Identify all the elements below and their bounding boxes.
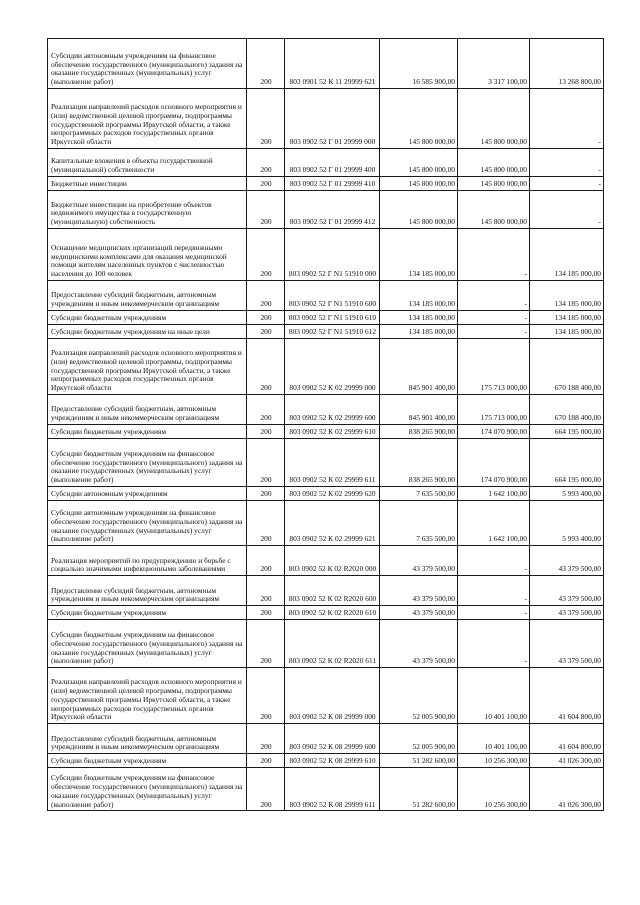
approved-amount-cell: 134 185 000,00 — [380, 229, 458, 281]
budget-classification-code-cell: 803 0902 52 Г 01 29999 400 — [285, 149, 380, 177]
row-name-cell: Реализация направлений расходов основного мероприятия и (или) ведомственной целевой программы, подпрограммы государственной программы Иркутской области, а также непрограммных расходов государственных органов Иркутской области — [48, 89, 247, 149]
executed-amount-cell: 10 401 100,00 — [458, 668, 530, 724]
row-name-cell: Предоставление субсидий бюджетным, автономным учреждениям и иным некоммерческим организациям — [48, 724, 247, 754]
line-code-cell: 200 — [247, 39, 285, 89]
approved-amount-cell: 145 800 000,00 — [380, 89, 458, 149]
executed-amount-cell: - — [458, 620, 530, 668]
executed-amount-cell: - — [458, 281, 530, 311]
row-name-cell: Субсидии бюджетным учреждениям — [48, 425, 247, 439]
budget-classification-code-cell: 803 0902 52 К 02 29999 620 — [285, 487, 380, 501]
unexecuted-amount-cell: - — [530, 191, 604, 229]
line-code-cell: 200 — [247, 425, 285, 439]
approved-amount-cell: 145 800 000,00 — [380, 177, 458, 191]
approved-amount-cell: 145 800 000,00 — [380, 191, 458, 229]
line-code-cell: 200 — [247, 768, 285, 811]
executed-amount-cell: 1 642 100,00 — [458, 501, 530, 546]
line-code-cell: 200 — [247, 325, 285, 339]
table-body — [48, 39, 604, 811]
line-code-cell: 200 — [247, 191, 285, 229]
approved-amount-cell: 134 185 000,00 — [380, 281, 458, 311]
approved-amount-cell: 845 901 400,00 — [380, 339, 458, 395]
budget-classification-code-cell: 803 0901 52 К 11 29999 621 — [285, 39, 380, 89]
executed-amount-cell: 174 070 900,00 — [458, 425, 530, 439]
unexecuted-amount-cell: - — [530, 89, 604, 149]
budget-classification-code-cell: 803 0902 52 К 02 29999 611 — [285, 439, 380, 487]
table-row — [48, 487, 604, 501]
budget-classification-code-cell: 803 0902 52 К 02 29999 000 — [285, 339, 380, 395]
table-row — [48, 768, 604, 811]
table-row — [48, 395, 604, 425]
budget-execution-table — [47, 38, 604, 811]
executed-amount-cell: 145 800 000,00 — [458, 191, 530, 229]
unexecuted-amount-cell: 134 185 000,00 — [530, 325, 604, 339]
row-name-cell: Предоставление субсидий бюджетным, автономным учреждениям и иным некоммерческим организациям — [48, 395, 247, 425]
row-name-cell: Субсидии бюджетным учреждениям на финансовое обеспечение государственного (муниципального) задания на оказание государственных (муниципальных) услуг (выполнение работ) — [48, 620, 247, 668]
row-name-cell: Субсидии бюджетным учреждениям — [48, 606, 247, 620]
unexecuted-amount-cell: 670 188 400,00 — [530, 339, 604, 395]
line-code-cell: 200 — [247, 501, 285, 546]
table-row — [48, 546, 604, 576]
unexecuted-amount-cell: 13 268 800,00 — [530, 39, 604, 89]
budget-classification-code-cell: 803 0902 52 К 08 29999 610 — [285, 754, 380, 768]
table-row — [48, 191, 604, 229]
approved-amount-cell: 134 185 000,00 — [380, 325, 458, 339]
table-row — [48, 149, 604, 177]
line-code-cell: 200 — [247, 311, 285, 325]
unexecuted-amount-cell: 43 379 500,00 — [530, 576, 604, 606]
unexecuted-amount-cell: 43 379 500,00 — [530, 606, 604, 620]
unexecuted-amount-cell: 41 604 800,00 — [530, 668, 604, 724]
approved-amount-cell: 43 379 500,00 — [380, 606, 458, 620]
unexecuted-amount-cell: 134 185 000,00 — [530, 281, 604, 311]
unexecuted-amount-cell: 41 026 300,00 — [530, 768, 604, 811]
unexecuted-amount-cell: 43 379 500,00 — [530, 620, 604, 668]
line-code-cell: 200 — [247, 724, 285, 754]
executed-amount-cell: 145 800 000,00 — [458, 89, 530, 149]
row-name-cell: Реализация направлений расходов основного мероприятия и (или) ведомственной целевой программы, подпрограммы государственной программы Иркутской области, а также непрограммных расходов государственных органов Иркутской области — [48, 339, 247, 395]
executed-amount-cell: - — [458, 325, 530, 339]
row-name-cell: Субсидии бюджетным учреждениям на иные цели — [48, 325, 247, 339]
executed-amount-cell: 145 800 000,00 — [458, 177, 530, 191]
row-name-cell: Капитальные вложения в объекты государственной (муниципальной) собственности — [48, 149, 247, 177]
executed-amount-cell: 3 317 100,00 — [458, 39, 530, 89]
budget-classification-code-cell: 803 0902 52 К 02 29999 600 — [285, 395, 380, 425]
budget-table-page — [47, 38, 603, 811]
executed-amount-cell: 175 713 000,00 — [458, 339, 530, 395]
table-row — [48, 311, 604, 325]
executed-amount-cell: - — [458, 546, 530, 576]
executed-amount-cell: 175 713 000,00 — [458, 395, 530, 425]
approved-amount-cell: 52 005 900,00 — [380, 668, 458, 724]
line-code-cell: 200 — [247, 576, 285, 606]
table-row — [48, 501, 604, 546]
line-code-cell: 200 — [247, 89, 285, 149]
table-row — [48, 576, 604, 606]
executed-amount-cell: - — [458, 576, 530, 606]
unexecuted-amount-cell: 664 195 000,00 — [530, 439, 604, 487]
table-row — [48, 724, 604, 754]
budget-classification-code-cell: 803 0902 52 К 08 29999 600 — [285, 724, 380, 754]
approved-amount-cell: 7 635 500,00 — [380, 487, 458, 501]
budget-classification-code-cell: 803 0902 52 К 02 R2020 611 — [285, 620, 380, 668]
line-code-cell: 200 — [247, 546, 285, 576]
row-name-cell: Субсидии автономным учреждениям — [48, 487, 247, 501]
table-row — [48, 281, 604, 311]
executed-amount-cell: - — [458, 606, 530, 620]
executed-amount-cell: 10 256 300,00 — [458, 754, 530, 768]
table-row — [48, 620, 604, 668]
line-code-cell: 200 — [247, 754, 285, 768]
line-code-cell: 200 — [247, 149, 285, 177]
row-name-cell: Реализация направлений расходов основного мероприятия и (или) ведомственной целевой программы, подпрограммы государственной программы Иркутской области, а также непрограммных расходов государственных органов Иркутской области — [48, 668, 247, 724]
budget-classification-code-cell: 803 0902 52 Г N1 51910 612 — [285, 325, 380, 339]
line-code-cell: 200 — [247, 339, 285, 395]
unexecuted-amount-cell: - — [530, 149, 604, 177]
unexecuted-amount-cell: 134 185 000,00 — [530, 229, 604, 281]
budget-classification-code-cell: 803 0902 52 Г 01 29999 412 — [285, 191, 380, 229]
table-row — [48, 425, 604, 439]
budget-classification-code-cell: 803 0902 52 К 02 R2020 000 — [285, 546, 380, 576]
unexecuted-amount-cell: 41 604 800,00 — [530, 724, 604, 754]
row-name-cell: Бюджетные инвестиции — [48, 177, 247, 191]
unexecuted-amount-cell: - — [530, 177, 604, 191]
row-name-cell: Субсидии бюджетным учреждениям на финансовое обеспечение государственного (муниципального) задания на оказание государственных (муниципальных) услуг (выполнение работ) — [48, 439, 247, 487]
budget-classification-code-cell: 803 0902 52 К 02 R2020 600 — [285, 576, 380, 606]
line-code-cell: 200 — [247, 620, 285, 668]
approved-amount-cell: 16 585 900,00 — [380, 39, 458, 89]
table-row — [48, 339, 604, 395]
approved-amount-cell: 52 005 900,00 — [380, 724, 458, 754]
line-code-cell: 200 — [247, 281, 285, 311]
line-code-cell: 200 — [247, 487, 285, 501]
unexecuted-amount-cell: 5 993 400,00 — [530, 501, 604, 546]
line-code-cell: 200 — [247, 177, 285, 191]
line-code-cell: 200 — [247, 395, 285, 425]
approved-amount-cell: 43 379 500,00 — [380, 576, 458, 606]
unexecuted-amount-cell: 41 026 300,00 — [530, 754, 604, 768]
table-row — [48, 439, 604, 487]
line-code-cell: 200 — [247, 668, 285, 724]
table-row — [48, 177, 604, 191]
approved-amount-cell: 838 265 900,00 — [380, 439, 458, 487]
executed-amount-cell: 145 800 000,00 — [458, 149, 530, 177]
row-name-cell: Реализация мероприятий по предупреждению и борьбе с социально значимыми инфекционными заболеваниями — [48, 546, 247, 576]
table-row — [48, 754, 604, 768]
approved-amount-cell: 43 379 500,00 — [380, 546, 458, 576]
unexecuted-amount-cell: 670 188 400,00 — [530, 395, 604, 425]
row-name-cell: Оснащение медицинских организаций передвижными медицинскими комплексами для оказания медицинской помощи жителям населенных пунктов с численностью населения до 100 человек — [48, 229, 247, 281]
row-name-cell: Субсидии бюджетным учреждениям — [48, 754, 247, 768]
approved-amount-cell: 134 185 000,00 — [380, 311, 458, 325]
line-code-cell: 200 — [247, 229, 285, 281]
executed-amount-cell: - — [458, 311, 530, 325]
budget-classification-code-cell: 803 0902 52 К 02 29999 610 — [285, 425, 380, 439]
budget-classification-code-cell: 803 0902 52 Г N1 51910 000 — [285, 229, 380, 281]
row-name-cell: Субсидии бюджетным учреждениям — [48, 311, 247, 325]
executed-amount-cell: 174 070 900,00 — [458, 439, 530, 487]
unexecuted-amount-cell: 664 195 000,00 — [530, 425, 604, 439]
table-row — [48, 89, 604, 149]
line-code-cell: 200 — [247, 606, 285, 620]
executed-amount-cell: 10 256 300,00 — [458, 768, 530, 811]
budget-classification-code-cell: 803 0902 52 К 02 29999 621 — [285, 501, 380, 546]
budget-classification-code-cell: 803 0902 52 Г N1 51910 610 — [285, 311, 380, 325]
approved-amount-cell: 845 901 400,00 — [380, 395, 458, 425]
table-row — [48, 325, 604, 339]
approved-amount-cell: 838 265 900,00 — [380, 425, 458, 439]
executed-amount-cell: 1 642 100,00 — [458, 487, 530, 501]
line-code-cell: 200 — [247, 439, 285, 487]
row-name-cell: Предоставление субсидий бюджетным, автономным учреждениям и иным некоммерческим организациям — [48, 576, 247, 606]
approved-amount-cell: 51 282 600,00 — [380, 754, 458, 768]
approved-amount-cell: 145 800 000,00 — [380, 149, 458, 177]
table-row — [48, 668, 604, 724]
executed-amount-cell: 10 401 100,00 — [458, 724, 530, 754]
budget-classification-code-cell: 803 0902 52 Г N1 51910 600 — [285, 281, 380, 311]
table-row — [48, 39, 604, 89]
row-name-cell: Бюджетные инвестиции на приобретение объектов недвижимого имущества в государственную (муниципальную) собственность — [48, 191, 247, 229]
budget-classification-code-cell: 803 0902 52 К 02 R2020 610 — [285, 606, 380, 620]
budget-classification-code-cell: 803 0902 52 К 08 29999 611 — [285, 768, 380, 811]
row-name-cell: Субсидии автономным учреждениям на финансовое обеспечение государственного (муниципального) задания на оказание государственных (муниципальных) услуг (выполнение работ) — [48, 501, 247, 546]
unexecuted-amount-cell: 5 993 400,00 — [530, 487, 604, 501]
budget-classification-code-cell: 803 0902 52 Г 01 29999 410 — [285, 177, 380, 191]
row-name-cell: Предоставление субсидий бюджетным, автономным учреждениям и иным некоммерческим организациям — [48, 281, 247, 311]
approved-amount-cell: 51 282 600,00 — [380, 768, 458, 811]
approved-amount-cell: 43 379 500,00 — [380, 620, 458, 668]
unexecuted-amount-cell: 134 185 000,00 — [530, 311, 604, 325]
row-name-cell: Субсидии бюджетным учреждениям на финансовое обеспечение государственного (муниципального) задания на оказание государственных (муниципальных) услуг (выполнение работ) — [48, 768, 247, 811]
approved-amount-cell: 7 635 500,00 — [380, 501, 458, 546]
table-row — [48, 229, 604, 281]
executed-amount-cell: - — [458, 229, 530, 281]
row-name-cell: Субсидии автономным учреждениям на финансовое обеспечение государственного (муниципального) задания на оказание государственных (муниципальных) услуг (выполнение работ) — [48, 39, 247, 89]
budget-classification-code-cell: 803 0902 52 К 08 29999 000 — [285, 668, 380, 724]
table-row — [48, 606, 604, 620]
unexecuted-amount-cell: 43 379 500,00 — [530, 546, 604, 576]
budget-classification-code-cell: 803 0902 52 Г 01 29999 000 — [285, 89, 380, 149]
